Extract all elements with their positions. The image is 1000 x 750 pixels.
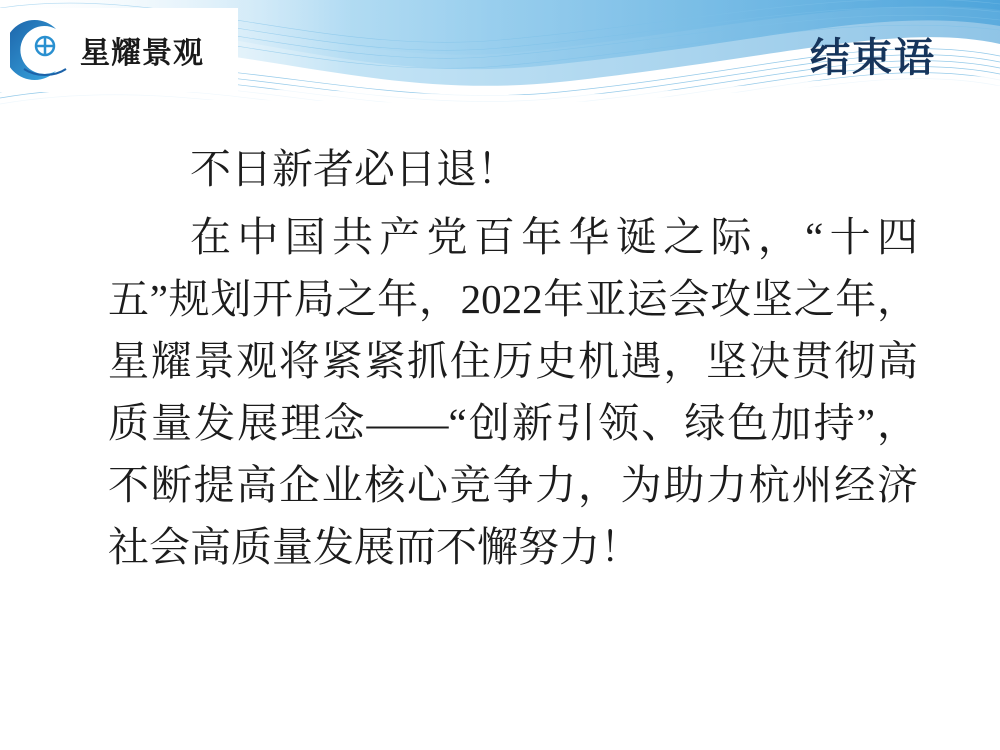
slide-title: 结束语: [810, 36, 936, 80]
body-paragraph-1: 不日新者必日退！: [190, 146, 518, 192]
slide-body: [108, 138, 918, 584]
logo-lockup: [0, 8, 238, 92]
logo-wordmark: 星耀景观: [80, 37, 204, 70]
company-emblem-icon: [10, 19, 72, 81]
body-paragraph-2: 在中国共产党百年华诞之际，“十四五”规划开局之年，2022年亚运会攻坚之年，星耀景观将紧紧抓住历史机遇，坚决贯彻高质量发展理念——“创新引领、绿色加持”，不断提高企业核心竞争力，为助力杭州经济社会高质量发展而不懈努力！: [108, 214, 918, 570]
